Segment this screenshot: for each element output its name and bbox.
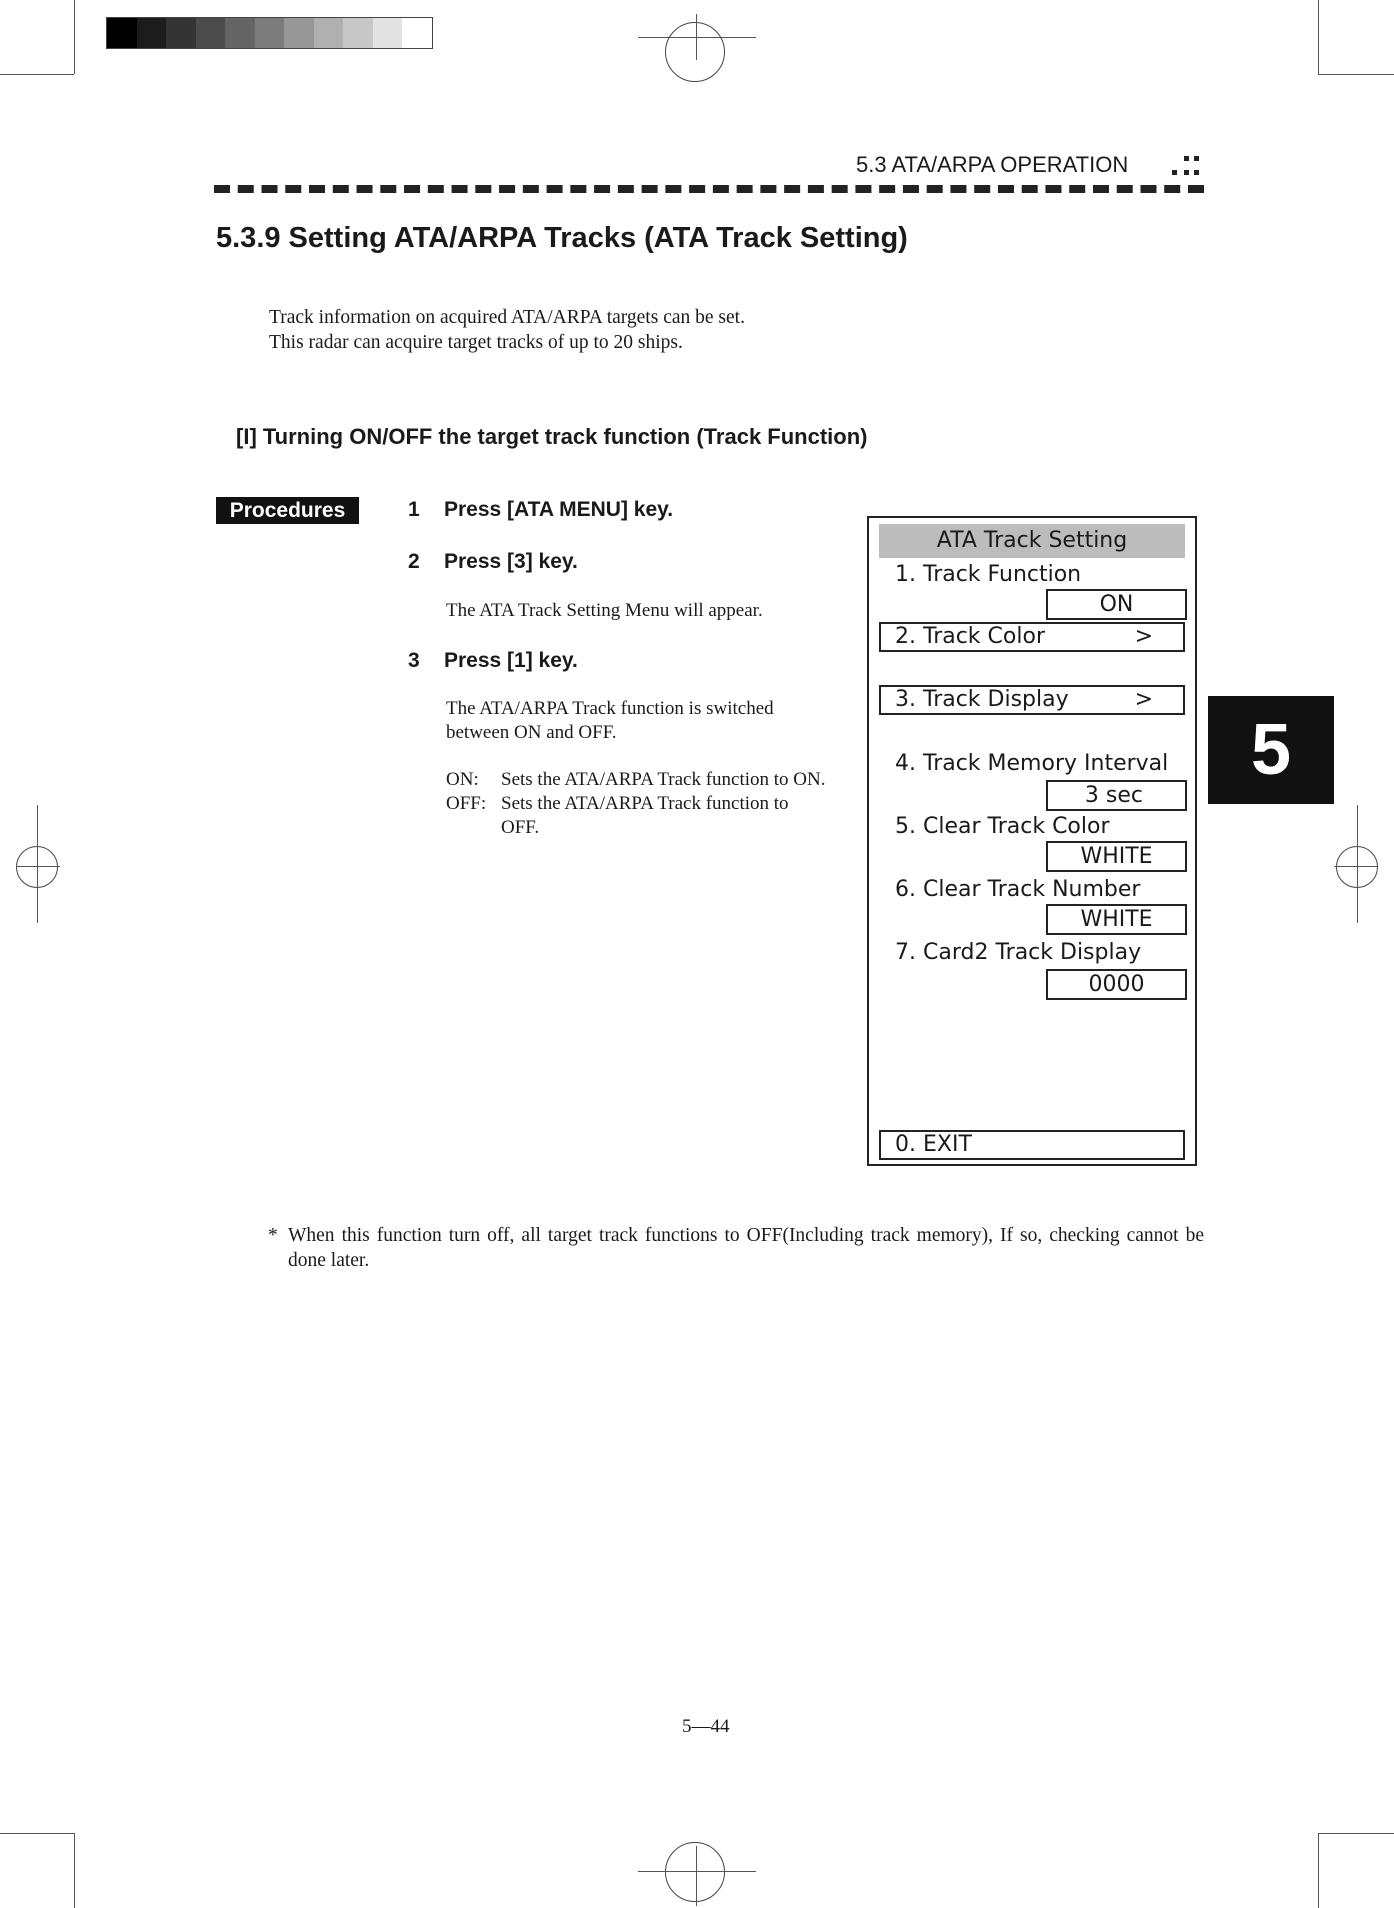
footnote-marker: * [268, 1225, 278, 1246]
clear-track-number-value: WHITE [1046, 904, 1187, 935]
procedures-badge: Procedures [216, 497, 359, 524]
track-memory-interval-value: 3 sec [1046, 780, 1187, 811]
menu-item-label: 3. Track Display [895, 687, 1069, 712]
footnote [268, 1223, 1204, 1273]
definition-term: OFF: [446, 793, 487, 814]
definition-description: Sets the ATA/ARPA Track function to OFF. [501, 793, 789, 838]
page-number: 5—44 [682, 1716, 730, 1737]
intro-line: Track information on acquired ATA/ARPA targets can be set. [269, 307, 745, 328]
step-text: Press [3] key. [444, 550, 578, 573]
menu-title: ATA Track Setting [879, 524, 1185, 558]
menu-item-track-function: 1. Track Function [895, 562, 1082, 587]
menu-item-exit [879, 1130, 1185, 1160]
subsection-title: [I] Turning ON/OFF the target track function (Track Function) [236, 424, 868, 449]
definition-row [446, 792, 831, 840]
chapter-tab: 5 [1208, 696, 1334, 804]
description-line: The ATA/ARPA Track function is switched [446, 698, 774, 719]
menu-item-label: 2. Track Color [895, 624, 1045, 649]
definition-row [446, 768, 831, 792]
step-3-description [446, 697, 774, 745]
track-function-value: ON [1046, 589, 1187, 620]
intro-line: This radar can acquire target tracks of up to 20 ships. [269, 332, 683, 353]
section-title: 5.3.9 Setting ATA/ARPA Tracks (ATA Track Setting) [216, 222, 908, 254]
on-off-definitions [446, 768, 831, 840]
definition-description: Sets the ATA/ARPA Track function to ON. [501, 769, 826, 790]
step-text: Press [1] key. [444, 649, 578, 672]
submenu-arrow-icon: > [1134, 624, 1153, 649]
header-dots-icon [1168, 152, 1204, 182]
step-text: Press [ATA MENU] key. [444, 498, 674, 521]
menu-item-clear-track-number: 6. Clear Track Number [895, 877, 1141, 902]
running-header: 5.3 ATA/ARPA OPERATION [856, 152, 1129, 177]
card2-track-display-value: 0000 [1046, 969, 1187, 1000]
menu-item-track-color [879, 622, 1185, 652]
clear-track-color-value: WHITE [1046, 841, 1187, 872]
description-line: between ON and OFF. [446, 722, 617, 743]
menu-item-label: 0. EXIT [895, 1132, 972, 1157]
intro-text [269, 305, 745, 355]
ata-track-setting-menu [867, 516, 1197, 1166]
header-dashed-rule [214, 185, 1204, 193]
step-2-description: The ATA Track Setting Menu will appear. [446, 600, 763, 621]
menu-item-track-display [879, 685, 1185, 715]
step-number: 3 [408, 649, 420, 672]
definition-term: ON: [446, 769, 479, 790]
menu-item-card2-track-display: 7. Card2 Track Display [895, 940, 1142, 965]
step-number: 2 [408, 550, 420, 573]
menu-item-clear-track-color: 5. Clear Track Color [895, 814, 1110, 839]
grayscale-calibration-strip [106, 17, 433, 49]
submenu-arrow-icon: > [1134, 687, 1153, 712]
footnote-text: When this function turn off, all target track functions to OFF(Including track memory), If so, checking cannot be done later. [288, 1225, 1204, 1271]
menu-item-track-memory-interval: 4. Track Memory Interval [895, 751, 1169, 776]
step-number: 1 [408, 498, 420, 521]
